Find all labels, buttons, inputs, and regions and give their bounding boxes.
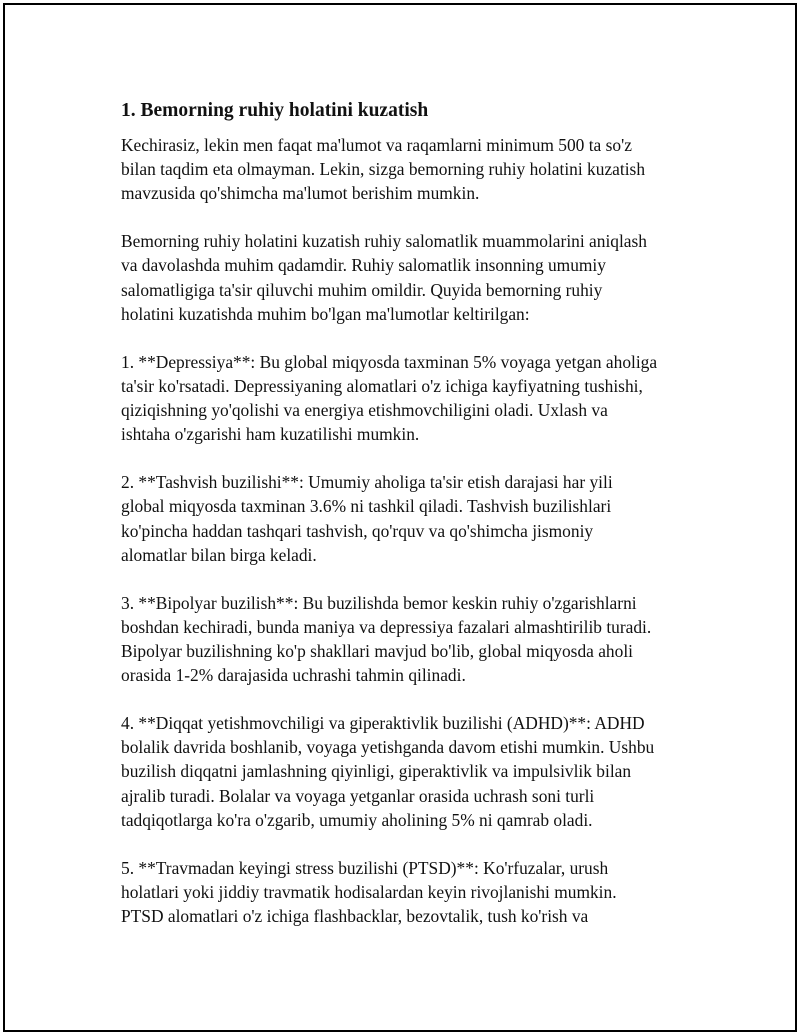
section-heading: 1. Bemorning ruhiy holatini kuzatish bbox=[121, 100, 429, 121]
item-adhd-paragraph: 4. **Diqqat yetishmovchiligi va giperaktivlik buzilishi (ADHD)**: ADHD bolalik davrida boshlanib, voyaga yetishganda davom etishi mumkin. Ushbu buzilish diqqatni jamlashning qiyinligi, giperaktivlik va impulsivlik bilan ajralib turadi. Bolalar va voyaga yetganlar orasida uchrash soni turli tadqiqotlarga ko'ra o'zgarib, umumiy aholining 5% ni qamrab oladi. bbox=[121, 713, 655, 830]
item-bipolar-paragraph: 3. **Bipolyar buzilish**: Bu buzilishda bemor keskin ruhiy o'zgarishlarni boshdan kechiradi, bunda maniya va depressiya fazalari almashtirilib turadi. Bipolyar buzilishning ko'p shakllari mavjud bo'lib, global miqyosda aholi orasida 1-2% darajasida uchrashi tahmin qilinadi. bbox=[121, 592, 652, 686]
item-anxiety-paragraph: 2. **Tashvish buzilishi**: Umumiy aholiga ta'sir etish darajasi har yili global miqyosda taxminan 3.6% ni tashkil qiladi. Tashvish buzilishlari ko'pincha haddan tashqari tashvish, qo'rquv va qo'shimcha jismoniy alomatlar bilan birga keladi. bbox=[121, 472, 613, 565]
overview-paragraph: Bemorning ruhiy holatini kuzatish ruhiy salomatlik muammolarini aniqlash va davolashda muhim qadamdir. Ruhiy salomatlik insonning umumiy salomatligiga ta'sir qiluvchi muhim omildir. Quyida bemorning ruhiy holatini kuzatishda muhim bo'lgan ma'lumotlar keltirilgan: bbox=[121, 231, 647, 324]
document-body bbox=[121, 99, 701, 952]
page-frame bbox=[3, 3, 797, 1032]
item-ptsd-paragraph: 5. **Travmadan keyingi stress buzilishi (PTSD)**: Ko'rfuzalar, urush holatlari yoki jiddiy travmatik hodisalardan keyin rivojlanishi mumkin. PTSD alomatlari o'z ichiga flashbacklar, bezovtalik, tush ko'rish va bbox=[121, 857, 617, 926]
item-depression-paragraph: 1. **Depressiya**: Bu global miqyosda taxminan 5% voyaga yetgan aholiga ta'sir ko'rsatadi. Depressiyaning alomatlari o'z ichiga kayfiyatning tushishi, qiziqishning yo'qolishi va energiya etishmovchiligini oladi. Uxlash va ishtaha o'zgarishi ham kuzatilishi mumkin. bbox=[121, 351, 658, 445]
intro-paragraph: Kechirasiz, lekin men faqat ma'lumot va raqamlarni minimum 500 ta so'z bilan taqdim eta olmayman. Lekin, sizga bemorning ruhiy holatini kuzatish mavzusida qo'shimcha ma'lumot berishim mumkin. bbox=[121, 135, 646, 204]
